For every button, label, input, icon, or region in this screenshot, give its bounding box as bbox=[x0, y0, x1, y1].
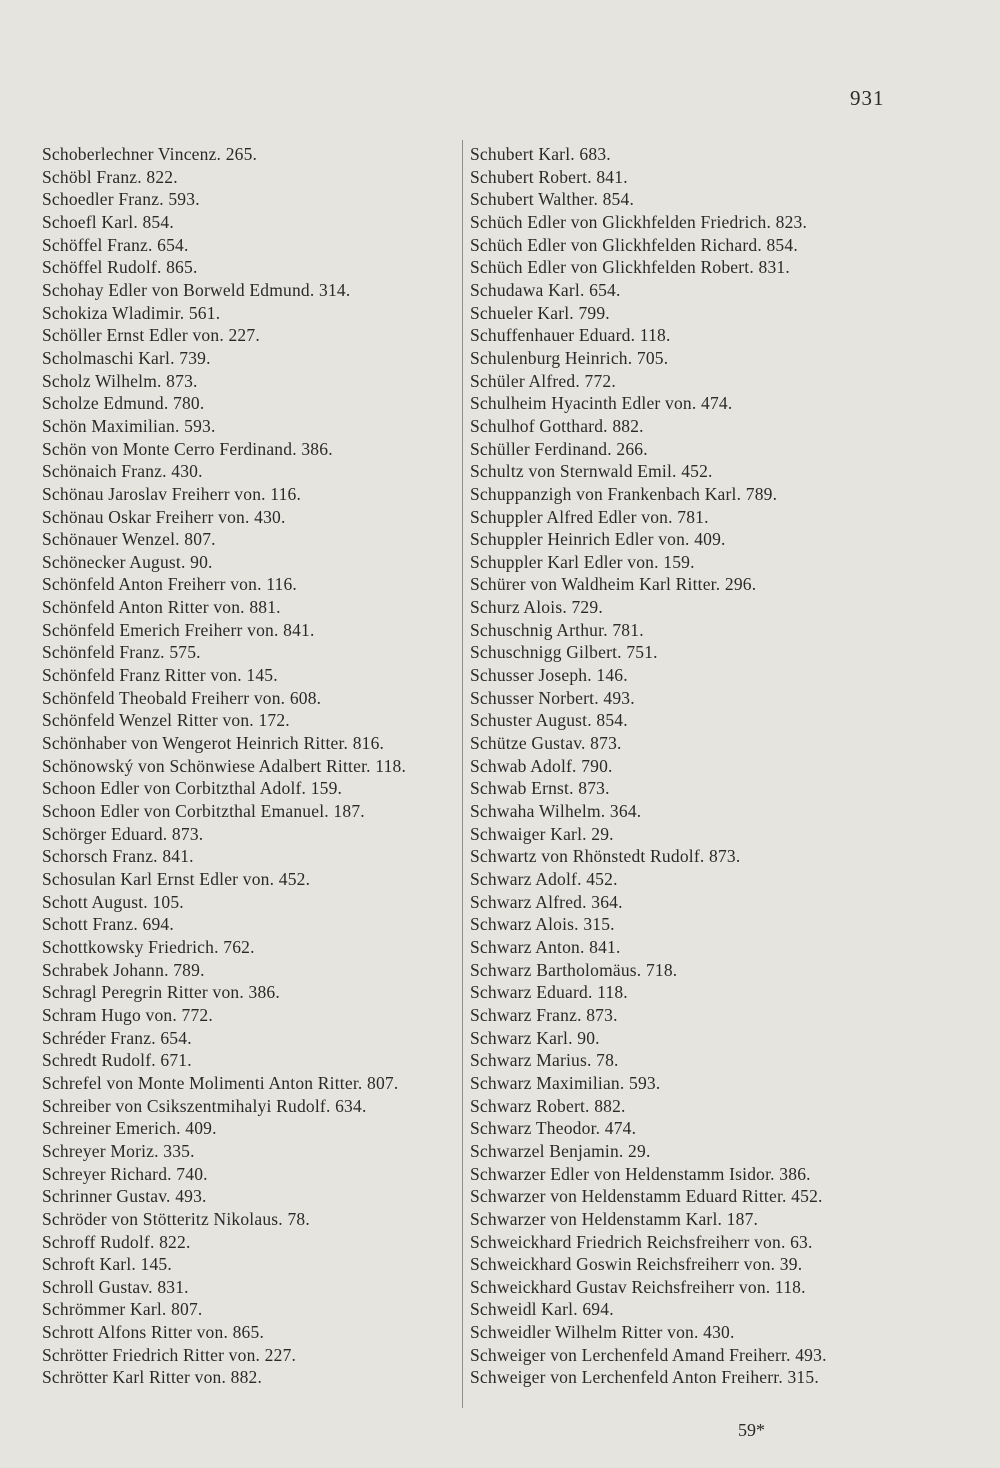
index-entry: Schreyer Moriz. 335. bbox=[42, 1140, 195, 1161]
index-entry: Schönhaber von Wengerot Heinrich Ritter. 816. bbox=[42, 733, 385, 754]
index-entry: Schuschnig Arthur. 781. bbox=[470, 619, 644, 640]
index-entry: Schuster August. 854. bbox=[470, 710, 628, 731]
index-entry: Schwaiger Karl. 29. bbox=[470, 823, 614, 844]
index-entry: Schottkowsky Friedrich. 762. bbox=[42, 936, 255, 957]
index-entry: Schram Hugo von. 772. bbox=[42, 1004, 213, 1025]
index-entry: Schwarz Franz. 873. bbox=[470, 1004, 618, 1025]
index-entry: Schorsch Franz. 841. bbox=[42, 846, 194, 867]
index-entry: Schwarz Marius. 78. bbox=[470, 1050, 619, 1071]
index-entry: Schürer von Waldheim Karl Ritter. 296. bbox=[470, 574, 757, 595]
index-entry: Schönfeld Anton Ritter von. 881. bbox=[42, 597, 281, 618]
index-entry: Schröder von Stötteritz Nikolaus. 78. bbox=[42, 1208, 310, 1229]
index-entry: Schwarz Alois. 315. bbox=[470, 914, 615, 935]
index-entry: Schreyer Richard. 740. bbox=[42, 1163, 208, 1184]
index-entry: Schönecker August. 90. bbox=[42, 551, 213, 572]
index-entry: Schrott Alfons Ritter von. 865. bbox=[42, 1322, 265, 1343]
index-entry: Schweiger von Lerchenfeld Amand Freiherr. 493. bbox=[470, 1344, 827, 1365]
index-entry: Schwab Adolf. 790. bbox=[470, 755, 613, 776]
index-entry: Schrötter Friedrich Ritter von. 227. bbox=[42, 1344, 297, 1365]
index-entry: Schreiber von Csikszentmihalyi Rudolf. 634. bbox=[42, 1095, 367, 1116]
index-entry: Schwarz Robert. 882. bbox=[470, 1095, 626, 1116]
index-entry: Schweiger von Lerchenfeld Anton Freiherr. 315. bbox=[470, 1367, 819, 1388]
index-entry: Schönfeld Franz Ritter von. 145. bbox=[42, 665, 278, 686]
index-entry: Schoon Edler von Corbitzthal Adolf. 159. bbox=[42, 778, 343, 799]
index-entry: Schultz von Sternwald Emil. 452. bbox=[470, 461, 713, 482]
index-entry: Schöffel Franz. 654. bbox=[42, 234, 189, 255]
index-entry: Scholz Wilhelm. 873. bbox=[42, 370, 198, 391]
index-entry: Schokiza Wladimir. 561. bbox=[42, 302, 221, 323]
index-entry: Schoon Edler von Corbitzthal Emanuel. 187. bbox=[42, 801, 365, 822]
index-entry: Schoedler Franz. 593. bbox=[42, 189, 200, 210]
index-entry: Schönfeld Franz. 575. bbox=[42, 642, 201, 663]
index-entry: Schüller Ferdinand. 266. bbox=[470, 438, 648, 459]
index-entry: Schrabek Johann. 789. bbox=[42, 959, 205, 980]
index-entry: Scholze Edmund. 780. bbox=[42, 393, 205, 414]
index-entry: Scholmaschi Karl. 739. bbox=[42, 347, 211, 368]
index-entry: Schuppler Alfred Edler von. 781. bbox=[470, 506, 709, 527]
index-entry: Schörger Eduard. 873. bbox=[42, 823, 204, 844]
index-entry: Schudawa Karl. 654. bbox=[470, 279, 621, 300]
index-entry: Schurz Alois. 729. bbox=[470, 597, 603, 618]
index-entry: Schüch Edler von Glickhfelden Richard. 854. bbox=[470, 234, 798, 255]
left-column bbox=[42, 143, 460, 1389]
index-entry: Schwab Ernst. 873. bbox=[470, 778, 610, 799]
index-entry: Schubert Robert. 841. bbox=[470, 166, 628, 187]
index-entry: Schöffel Rudolf. 865. bbox=[42, 257, 198, 278]
index-entry: Schwaha Wilhelm. 364. bbox=[470, 801, 642, 822]
index-entry: Schüler Alfred. 772. bbox=[470, 370, 616, 391]
index-entry: Schrinner Gustav. 493. bbox=[42, 1186, 207, 1207]
index-entry: Schroff Rudolf. 822. bbox=[42, 1231, 191, 1252]
right-column bbox=[470, 143, 890, 1389]
index-entry: Schwarz Bartholomäus. 718. bbox=[470, 959, 678, 980]
index-entry: Schueler Karl. 799. bbox=[470, 302, 610, 323]
index-entry: Schönauer Wenzel. 807. bbox=[42, 529, 216, 550]
signature-mark: 59* bbox=[738, 1420, 765, 1440]
index-entry: Schuffenhauer Eduard. 118. bbox=[470, 325, 671, 346]
index-entry: Schulheim Hyacinth Edler von. 474. bbox=[470, 393, 733, 414]
index-entry: Schulenburg Heinrich. 705. bbox=[470, 347, 669, 368]
index-entry: Schwarz Karl. 90. bbox=[470, 1027, 600, 1048]
index-entry: Schroft Karl. 145. bbox=[42, 1254, 172, 1275]
index-entry: Schüch Edler von Glickhfelden Robert. 831. bbox=[470, 257, 790, 278]
index-entry: Schott Franz. 694. bbox=[42, 914, 174, 935]
index-entry: Schöller Ernst Edler von. 227. bbox=[42, 325, 260, 346]
index-entry: Schreiner Emerich. 409. bbox=[42, 1118, 217, 1139]
index-entry: Schönfeld Emerich Freiherr von. 841. bbox=[42, 619, 315, 640]
column-divider bbox=[462, 140, 463, 1408]
index-entry: Schöbl Franz. 822. bbox=[42, 166, 178, 187]
index-entry: Schwarz Alfred. 364. bbox=[470, 891, 623, 912]
index-entry: Schwarzer von Heldenstamm Eduard Ritter. 452. bbox=[470, 1186, 823, 1207]
index-entry: Schuppanzigh von Frankenbach Karl. 789. bbox=[470, 483, 778, 504]
index-entry: Schulhof Gotthard. 882. bbox=[470, 415, 644, 436]
index-entry: Schönau Jaroslav Freiherr von. 116. bbox=[42, 483, 302, 504]
index-entry: Schott August. 105. bbox=[42, 891, 184, 912]
index-entry: Schwarz Adolf. 452. bbox=[470, 869, 618, 889]
index-entry: Schwarzer Edler von Heldenstamm Isidor. 386. bbox=[470, 1163, 811, 1184]
index-entry: Schuppler Heinrich Edler von. 409. bbox=[470, 529, 726, 550]
index-entry: Schweickhard Goswin Reichsfreiherr von. 39. bbox=[470, 1254, 803, 1275]
index-entry: Schönfeld Anton Freiherr von. 116. bbox=[42, 574, 298, 595]
index-entry: Schwartz von Rhönstedt Rudolf. 873. bbox=[470, 846, 741, 867]
index-entry: Schönfeld Wenzel Ritter von. 172. bbox=[42, 710, 290, 731]
index-entry: Schosulan Karl Ernst Edler von. 452. bbox=[42, 869, 311, 889]
index-entry: Schusser Joseph. 146. bbox=[470, 665, 628, 686]
index-entry: Schoberlechner Vincenz. 265. bbox=[42, 144, 258, 164]
index-entry: Schrefel von Monte Molimenti Anton Ritter. 807. bbox=[42, 1072, 399, 1093]
index-entry: Schön Maximilian. 593. bbox=[42, 415, 216, 436]
index-entry: Schuppler Karl Edler von. 159. bbox=[470, 551, 695, 572]
index-entry: Schüch Edler von Glickhfelden Friedrich. 823. bbox=[470, 211, 808, 232]
index-entry: Schweickhard Friedrich Reichsfreiherr von. 63. bbox=[470, 1231, 813, 1252]
index-entry: Schönowský von Schönwiese Adalbert Ritter. 118. bbox=[42, 755, 407, 776]
index-entry: Schwarz Eduard. 118. bbox=[470, 982, 628, 1003]
index-entry: Schön von Monte Cerro Ferdinand. 386. bbox=[42, 438, 333, 459]
index-entry: Schredt Rudolf. 671. bbox=[42, 1050, 192, 1071]
index-entry: Schwarz Theodor. 474. bbox=[470, 1118, 637, 1139]
index-entry: Schoefl Karl. 854. bbox=[42, 211, 174, 232]
index-entry: Schrömmer Karl. 807. bbox=[42, 1299, 203, 1320]
index-entry: Schweidl Karl. 694. bbox=[470, 1299, 614, 1320]
index-entry: Schwarz Anton. 841. bbox=[470, 936, 621, 957]
index-entry: Schönaich Franz. 430. bbox=[42, 461, 203, 482]
index-entry: Schönfeld Theobald Freiherr von. 608. bbox=[42, 687, 322, 708]
index-entry: Schwarzer von Heldenstamm Karl. 187. bbox=[470, 1208, 759, 1229]
index-entry: Schwarzel Benjamin. 29. bbox=[470, 1140, 651, 1161]
index-entry: Schrötter Karl Ritter von. 882. bbox=[42, 1367, 263, 1388]
index-entry: Schweidler Wilhelm Ritter von. 430. bbox=[470, 1322, 735, 1343]
index-entry: Schréder Franz. 654. bbox=[42, 1027, 192, 1048]
index-entry: Schubert Walther. 854. bbox=[470, 189, 635, 210]
index-entry: Schweickhard Gustav Reichsfreiherr von. 118. bbox=[470, 1276, 806, 1297]
index-entry: Schönau Oskar Freiherr von. 430. bbox=[42, 506, 286, 527]
index-entry: Schohay Edler von Borweld Edmund. 314. bbox=[42, 279, 351, 300]
index-entry: Schwarz Maximilian. 593. bbox=[470, 1072, 661, 1093]
index-entry: Schütze Gustav. 873. bbox=[470, 733, 622, 754]
page-number: 931 bbox=[850, 86, 885, 110]
index-entry: Schubert Karl. 683. bbox=[470, 144, 611, 164]
index-entry: Schusser Norbert. 493. bbox=[470, 687, 635, 708]
index-entry: Schroll Gustav. 831. bbox=[42, 1276, 189, 1297]
index-entry: Schragl Peregrin Ritter von. 386. bbox=[42, 982, 280, 1003]
index-entry: Schuschnigg Gilbert. 751. bbox=[470, 642, 658, 663]
